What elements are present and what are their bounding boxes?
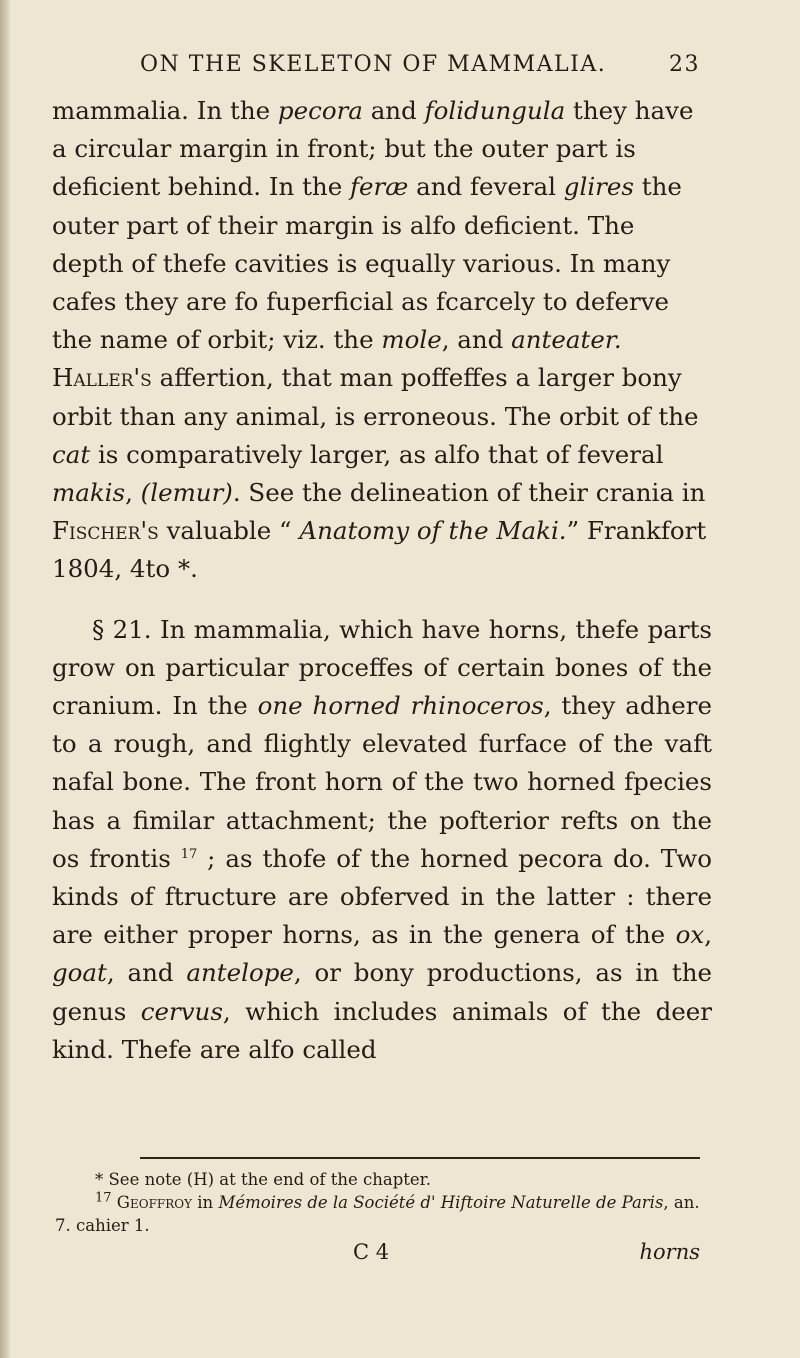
text-run: ” Frankfort 1804, 4to *. <box>52 516 707 584</box>
page-number: 23 <box>669 52 700 77</box>
running-title: ON THE SKELETON OF MAMMALIA. <box>140 52 607 77</box>
footnote-17 <box>55 1191 715 1237</box>
italic-text: one horned rhinoceros <box>257 691 544 721</box>
text-run: , or bony productions, as in the genus <box>52 958 712 1026</box>
text-run: . See the delineation of their crania in <box>232 478 706 508</box>
text-run: mammalia. In the <box>52 96 278 125</box>
catchword: horns <box>639 1240 700 1264</box>
italic-text: antelope <box>186 958 294 988</box>
footnotes <box>55 1168 715 1237</box>
italic-text: cat <box>52 439 91 469</box>
text-run: , <box>704 920 712 950</box>
footnote-ref: 17 <box>180 846 198 862</box>
text-run: , they adhere to a rough, and flightly elevated furface of the vaft nafal bone. The front horn of the two horned fpecies has a fimilar attachment; the pofterior refts on the os frontis <box>52 691 713 873</box>
text-run: , and <box>106 958 187 988</box>
small-caps-name: Fischer's <box>52 516 159 546</box>
italic-text: (lemur) <box>140 478 233 508</box>
text-run: and <box>362 96 425 125</box>
signature-mark: C 4 <box>353 1240 390 1264</box>
text-run: , an. 7. cahier 1. <box>55 1193 700 1235</box>
italic-text: cervus <box>140 996 223 1026</box>
italic-text: folidungula <box>424 96 566 125</box>
italic-text: glires <box>563 172 634 202</box>
text-run: in <box>192 1193 219 1212</box>
text-run: * See note (H) at the end of the chapter. <box>95 1170 431 1189</box>
italic-text: goat <box>52 958 107 988</box>
text-run: is comparatively larger, as alfo that of feveral <box>90 439 664 469</box>
footnote-star <box>55 1168 715 1191</box>
text-run: the outer part of their margin is alfo deficient. The depth of thefe cavities is equally various. In many cafes they are fo fuperficial as fcarcely to deferve the name of orbit; viz. the <box>52 172 682 355</box>
paragraph-orbits <box>52 92 712 589</box>
italic-text: pecora <box>277 96 363 125</box>
small-caps-name: Geoffroy <box>116 1193 193 1212</box>
text-run: and feveral <box>408 172 564 202</box>
text-run: affertion, that man poffeffes a larger bony orbit than any animal, is erroneous. The orbit of the <box>52 363 699 431</box>
italic-text: mole <box>381 325 442 355</box>
footnote-rule <box>140 1157 700 1159</box>
italic-text: Anatomy of the Maki. <box>299 516 567 546</box>
italic-text: makis <box>52 478 126 508</box>
running-header <box>140 52 700 77</box>
italic-text: anteater. <box>511 325 622 355</box>
text-run: ; as thofe of the horned pecora do. Two kinds of ftructure are obferved in the latter : there are either proper horns, as in the genera of the <box>52 843 712 950</box>
italic-text: feræ <box>349 172 409 202</box>
text-run: , <box>125 478 141 508</box>
text-run: , and <box>441 325 512 355</box>
paragraph-horns <box>52 611 712 1069</box>
text-run: , which includes animals of the deer kind. Thefe are alfo called <box>52 996 712 1064</box>
text-run: valuable “ <box>158 516 300 546</box>
italic-text: Mémoires de la Société d' Hiftoire Naturelle de Paris <box>218 1193 664 1212</box>
text-run: they have a circular margin in front; but the outer part is deficient behind. In the <box>52 96 694 202</box>
footnote-ref: 17 <box>95 1190 112 1206</box>
text-run: § 21. In mammalia, which have horns, thefe parts grow on particular proceffes of certain bones of the cranium. In the <box>52 614 712 721</box>
body-text <box>52 92 712 1069</box>
page-edge <box>0 0 10 1358</box>
italic-text: ox <box>675 920 705 950</box>
small-caps-name: Haller's <box>52 363 152 393</box>
